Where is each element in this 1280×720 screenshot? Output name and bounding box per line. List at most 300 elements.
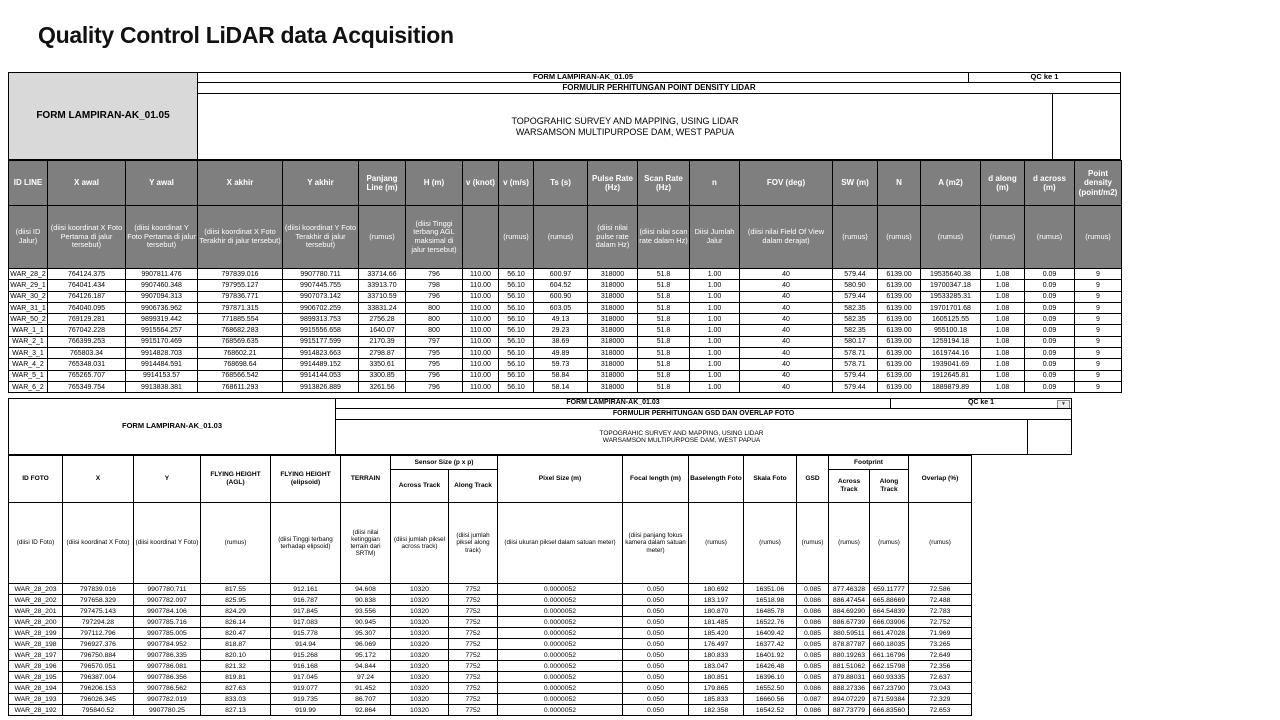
table-cell: 886.47454 [829,595,870,606]
table-cell: 7752 [449,617,498,628]
table-cell: 9914484.591 [126,359,198,370]
table-cell: 2170.39 [359,336,406,347]
table-cell: WAR_28_198 [9,639,63,650]
table-cell: 768611.293 [198,381,283,392]
table-cell: 580.17 [833,336,878,347]
table-row [9,336,1122,347]
col-header: FOV (deg) [740,161,833,206]
table-cell: 179.865 [689,683,744,694]
table-cell: 886.67739 [829,617,870,628]
table-cell: 19533285.31 [921,291,981,302]
table-cell: 6139.00 [878,381,921,392]
table-cell: 16485.78 [744,606,797,617]
table-cell: 916.787 [271,595,341,606]
table-cell: 95.307 [341,628,391,639]
table-cell: 796387.004 [63,672,134,683]
table-cell: 578.71 [833,348,878,359]
table-cell: 887.73779 [829,705,870,716]
table-cell: 0.09 [1025,280,1075,291]
table-cell: 0.0000052 [498,606,623,617]
table-cell: 180.870 [689,606,744,617]
table-cell: 0.09 [1025,269,1075,280]
table-cell: 6139.00 [878,302,921,313]
table-cell: 1.08 [981,336,1025,347]
table-cell: 97.24 [341,672,391,683]
table-cell: 919.077 [271,683,341,694]
table-cell: 73.265 [909,639,972,650]
col-subheader: (diisi ID Jalur) [9,206,48,269]
table-cell: 800 [406,325,463,336]
table-cell: 664.54839 [870,606,909,617]
table-row [9,606,972,617]
table-cell: 796 [406,370,463,381]
table-cell: WAR_30_2 [9,291,48,302]
table-cell: WAR_5_1 [9,370,48,381]
table-cell: 796 [406,269,463,280]
table-cell: 91.452 [341,683,391,694]
col-subheader: (rumus) [870,503,909,584]
table-cell: 10320 [391,650,449,661]
col-subheader: (rumus) [744,503,797,584]
table-cell: 662.15798 [870,661,909,672]
table-cell: 183.197 [689,595,744,606]
table-cell: 764124.375 [48,269,126,280]
table-cell: 318000 [588,359,638,370]
col-header: Ts (s) [534,161,588,206]
table-cell: 0.086 [797,595,829,606]
table-cell: 820.47 [201,628,271,639]
table-cell: 767042.228 [48,325,126,336]
table-cell: 9907786.335 [134,650,201,661]
table-cell: 0.050 [623,705,689,716]
table-cell: 0.0000052 [498,672,623,683]
table-cell: 2756.28 [359,314,406,325]
table-cell: 9913838.381 [126,381,198,392]
table-cell: 110.00 [463,381,499,392]
table-cell: 6139.00 [878,269,921,280]
table-cell: 771885.554 [198,314,283,325]
table-cell: 579.44 [833,269,878,280]
table-cell: 0.0000052 [498,617,623,628]
table-cell: 6139.00 [878,336,921,347]
table-cell: 0.09 [1025,381,1075,392]
col-subheader: (rumus) [1025,206,1075,269]
table-cell: 10320 [391,606,449,617]
column-name-row [9,456,972,470]
table-cell: 59.73 [534,359,588,370]
table-cell: 110.00 [463,314,499,325]
table-cell: 0.09 [1025,291,1075,302]
table-cell: 817.55 [201,584,271,595]
table-cell: 660.93335 [870,672,909,683]
table-cell: 176.497 [689,639,744,650]
table-cell: 765349.754 [48,381,126,392]
table-cell: 56.10 [499,359,534,370]
table-cell: 40 [740,370,833,381]
table-cell: 1605125.55 [921,314,981,325]
table-cell: 825.95 [201,595,271,606]
table-cell: 1939041.69 [921,359,981,370]
col-header: FLYING HEIGHT (AGL) [201,456,271,503]
table-cell: 10320 [391,683,449,694]
table-cell: 40 [740,291,833,302]
col-subheader: (rumus) [909,503,972,584]
col-group-header-sensor-size: Sensor Size (p x p) [391,456,498,470]
table-cell: 318000 [588,381,638,392]
col-header: d across (m) [1025,161,1075,206]
table-cell: WAR_28_193 [9,694,63,705]
table-cell: 0.050 [623,661,689,672]
table-cell: 16522.76 [744,617,797,628]
table-cell: 821.32 [201,661,271,672]
table-cell: 40 [740,336,833,347]
table-cell: 180.851 [689,672,744,683]
col-subheader: (diisi Tinggi terbang terhadap elipsoid) [271,503,341,584]
table-cell: 3300.85 [359,370,406,381]
table-cell: 182.358 [689,705,744,716]
table-cell: 0.09 [1025,336,1075,347]
table-cell: WAR_6_2 [9,381,48,392]
col-header: Focal length (m) [623,456,689,503]
col-header: Across Track [391,470,449,503]
table-cell: 7752 [449,584,498,595]
table-cell: 0.0000052 [498,584,623,595]
project-line2: WARSAMSON MULTIPURPOSE DAM, WEST PAPUA [515,126,735,137]
table-cell: WAR_1_1 [9,325,48,336]
table-cell: 819.81 [201,672,271,683]
chevron-down-icon: ▼ [1061,401,1066,407]
table-cell: 1.08 [981,348,1025,359]
col-header: Across Track [829,470,870,503]
table-cell: 0.085 [797,650,829,661]
table-cell: 1.00 [690,325,740,336]
table-cell: 38.69 [534,336,588,347]
col-header: Pulse Rate (Hz) [588,161,638,206]
table-cell: 16518.98 [744,595,797,606]
table-cell: 9907786.356 [134,672,201,683]
point-density-table [8,160,1122,393]
table-cell: 0.086 [797,617,829,628]
table-cell: 9915177.599 [283,336,359,347]
col-header: GSD [797,456,829,503]
table-cell: 9907786.562 [134,683,201,694]
table-cell: 766399.253 [48,336,126,347]
table-cell: 51.8 [638,314,690,325]
table-cell: WAR_28_203 [9,584,63,595]
col-subheader: (diisi jumlah piksel along track) [449,503,498,584]
table-cell: 49.13 [534,314,588,325]
table-cell: 798 [406,280,463,291]
table-cell: 10320 [391,694,449,705]
table-cell: 661.16796 [870,650,909,661]
table-cell: 56.10 [499,348,534,359]
col-header: Along Track [449,470,498,503]
table-cell: 796570.051 [63,661,134,672]
col-header: Y akhir [283,161,359,206]
table-cell: 56.10 [499,314,534,325]
table-cell: 33831.24 [359,302,406,313]
table-cell: 0.0000052 [498,661,623,672]
table-cell: 660.18035 [870,639,909,650]
table-cell: 894.07229 [829,694,870,705]
table-cell: 183.047 [689,661,744,672]
col-subheader: (rumus) [534,206,588,269]
table-cell: 919.99 [271,705,341,716]
table-cell: 56.10 [499,325,534,336]
col-subheader: (rumus) [833,206,878,269]
table-cell: 9 [1075,381,1122,392]
col-subheader: (diisi koordinat X Foto Terakhir di jalur tersebut) [198,206,283,269]
table-cell: 796750.884 [63,650,134,661]
table-row [9,672,972,683]
table-cell: 94.608 [341,584,391,595]
table-cell: 9906736.962 [126,302,198,313]
table-row [9,381,1122,392]
table-cell: 7752 [449,628,498,639]
table-cell: 6139.00 [878,370,921,381]
col-subheader: (diisi nilai pulse rate dalam Hz) [588,206,638,269]
col-group-header-footprint: Footprint [829,456,909,470]
point-density-form-header [8,72,1121,160]
table-cell: 666.03906 [870,617,909,628]
table-cell: 6139.00 [878,359,921,370]
table-cell: 1619744.16 [921,348,981,359]
col-subheader: (rumus) [981,206,1025,269]
table-cell: 9915556.658 [283,325,359,336]
table-cell: 0.09 [1025,302,1075,313]
table-cell: 6139.00 [878,280,921,291]
table-cell: 917.083 [271,617,341,628]
table-cell: 7752 [449,595,498,606]
table-cell: 579.44 [833,291,878,302]
table-cell: 7752 [449,672,498,683]
table-cell: 33710.59 [359,291,406,302]
col-header: n [690,161,740,206]
table-row [9,359,1122,370]
col-header: Along Track [870,470,909,503]
table-cell: 1.08 [981,381,1025,392]
table-cell: 0.0000052 [498,595,623,606]
table-cell: 1.08 [981,314,1025,325]
table-cell: 56.10 [499,302,534,313]
table-cell: 110.00 [463,336,499,347]
table-cell: 58.84 [534,370,588,381]
table-cell: 40 [740,269,833,280]
table-cell: 16409.42 [744,628,797,639]
table-cell: 9907785.005 [134,628,201,639]
col-header: SW (m) [833,161,878,206]
table-cell: 877.46328 [829,584,870,595]
table-cell: 915.268 [271,650,341,661]
table-cell: 1.08 [981,269,1025,280]
gsd-overlap-table [8,455,972,716]
table-cell: 797955.127 [198,280,283,291]
table-cell: 1.00 [690,348,740,359]
table-cell: 180.833 [689,650,744,661]
table-cell: 0.050 [623,595,689,606]
table-cell: 0.09 [1025,325,1075,336]
table-cell: 51.8 [638,269,690,280]
table-cell: 0.085 [797,584,829,595]
table-cell: 826.14 [201,617,271,628]
col-subheader: (rumus) [797,503,829,584]
gsd-overlap-form-header [8,398,1072,455]
table-cell: 0.09 [1025,359,1075,370]
col-subheader: (diisi nilai scan rate dalam Hz) [638,206,690,269]
table-cell: 51.8 [638,302,690,313]
table-cell: 318000 [588,291,638,302]
table-cell: 600.97 [534,269,588,280]
table-cell: 9907782.019 [134,694,201,705]
table-cell: 7752 [449,705,498,716]
table-cell: 40 [740,325,833,336]
table-cell: 9914153.57 [126,370,198,381]
table-cell: 2798.87 [359,348,406,359]
table-cell: 1.00 [690,336,740,347]
table-row [9,628,972,639]
table-cell: 1889879.89 [921,381,981,392]
col-header: FLYING HEIGHT (elipsoid) [271,456,341,503]
table-cell: 1.00 [690,359,740,370]
table-cell: 9 [1075,280,1122,291]
table-cell: 9914489.152 [283,359,359,370]
table-cell: 9907784.106 [134,606,201,617]
table-cell: 10320 [391,639,449,650]
table-cell: 185.420 [689,628,744,639]
table-cell: 1.00 [690,302,740,313]
col-subheader: (rumus) [1075,206,1122,269]
table-cell: 72.783 [909,606,972,617]
table-row [9,617,972,628]
table-cell: 769129.281 [48,314,126,325]
table-cell: 9907784.952 [134,639,201,650]
col-header: X akhir [198,161,283,206]
table-cell: 9907094.313 [126,291,198,302]
table-cell: 600.90 [534,291,588,302]
point-density-table-body [9,269,1122,393]
table-cell: 797836.771 [198,291,283,302]
col-subheader: (diisi koordinat Y Foto Terakhir di jalur tersebut) [283,206,359,269]
project-line1: TOPOGRAHIC SURVEY AND MAPPING, USING LIDAR [511,116,739,127]
project-title-cell [197,93,1053,160]
table-cell: 665.88669 [870,595,909,606]
table-cell: 40 [740,302,833,313]
table-cell: 40 [740,280,833,291]
empty-cell [1027,419,1072,455]
table-cell: 796927.376 [63,639,134,650]
table-cell: 3261.56 [359,381,406,392]
table-cell: 1.00 [690,314,740,325]
table-cell: 72.637 [909,672,972,683]
table-cell: 90.945 [341,617,391,628]
table-cell: 56.10 [499,381,534,392]
table-cell: 92.864 [341,705,391,716]
table-cell: 72.488 [909,595,972,606]
table-cell: 880.59511 [829,628,870,639]
table-cell: 40 [740,381,833,392]
col-subheader: (diisi koordinat Y Foto) [134,503,201,584]
table-cell: 667.23790 [870,683,909,694]
table-cell: 16552.50 [744,683,797,694]
table-cell: 0.050 [623,650,689,661]
table-cell: 110.00 [463,370,499,381]
table-cell: 7752 [449,661,498,672]
table-cell: WAR_28_199 [9,628,63,639]
col-header: ID LINE [9,161,48,206]
table-cell: 1.08 [981,280,1025,291]
table-cell: 51.8 [638,291,690,302]
table-cell: 110.00 [463,302,499,313]
table-cell: 0.050 [623,606,689,617]
table-cell: 58.14 [534,381,588,392]
table-cell: 1.00 [690,269,740,280]
col-subheader [463,206,499,269]
form-code-header-cell: FORM LAMPIRAN-AK_01.05 [197,72,969,83]
table-cell: 764041.434 [48,280,126,291]
table-cell: 9 [1075,370,1122,381]
table-cell: 661.47028 [870,628,909,639]
project-line1: TOPOGRAHIC SURVEY AND MAPPING, USING LIDAR [599,429,764,437]
table-cell: 0.087 [797,694,829,705]
table-cell: 9907780.711 [283,269,359,280]
table-cell: 110.00 [463,348,499,359]
table-cell: 318000 [588,280,638,291]
column-desc-row [9,503,972,584]
table-cell: 9913826.889 [283,381,359,392]
table-cell: 1640.07 [359,325,406,336]
col-subheader: (rumus) [921,206,981,269]
table-cell: 6139.00 [878,291,921,302]
table-cell: 56.10 [499,336,534,347]
table-cell: 0.09 [1025,348,1075,359]
table-cell: 0.050 [623,628,689,639]
table-cell: 797112.796 [63,628,134,639]
col-subheader: (rumus) [689,503,744,584]
col-header: X awal [48,161,126,206]
col-subheader: (diisi ID Foto) [9,503,63,584]
col-subheader: (diisi nilai ketinggian terrain dari SRTM) [341,503,391,584]
table-cell: 765803.34 [48,348,126,359]
table-cell: 10320 [391,705,449,716]
table-cell: 6139.00 [878,314,921,325]
project-line2: WARSAMSON MULTIPURPOSE DAM, WEST PAPUA [602,437,761,444]
table-cell: WAR_28_194 [9,683,63,694]
table-cell: 603.05 [534,302,588,313]
form-title-cell: FORMULIR PERHITUNGAN GSD DAN OVERLAP FOTO [335,408,1072,420]
form-code-corner-cell: FORM LAMPIRAN-AK_01.05 [8,72,198,160]
table-cell: 579.44 [833,370,878,381]
table-cell: 318000 [588,302,638,313]
table-cell: 94.844 [341,661,391,672]
table-cell: 1.00 [690,291,740,302]
col-subheader: (diisi koordinat X Foto Pertama di jalur tersebut) [48,206,126,269]
table-cell: WAR_28_192 [9,705,63,716]
col-header: Scan Rate (Hz) [638,161,690,206]
table-cell: 7752 [449,639,498,650]
table-cell: 7752 [449,606,498,617]
table-cell: 820.10 [201,650,271,661]
table-cell: 768566.542 [198,370,283,381]
table-cell: 9 [1075,269,1122,280]
table-cell: 9907073.142 [283,291,359,302]
form-title-cell: FORMULIR PERHITUNGAN POINT DENSITY LIDAR [197,82,1121,94]
col-subheader: (rumus) [829,503,870,584]
col-subheader: (rumus) [499,206,534,269]
table-cell: WAR_28_200 [9,617,63,628]
table-cell: 578.71 [833,359,878,370]
table-cell: 1.00 [690,381,740,392]
table-cell: 16377.42 [744,639,797,650]
